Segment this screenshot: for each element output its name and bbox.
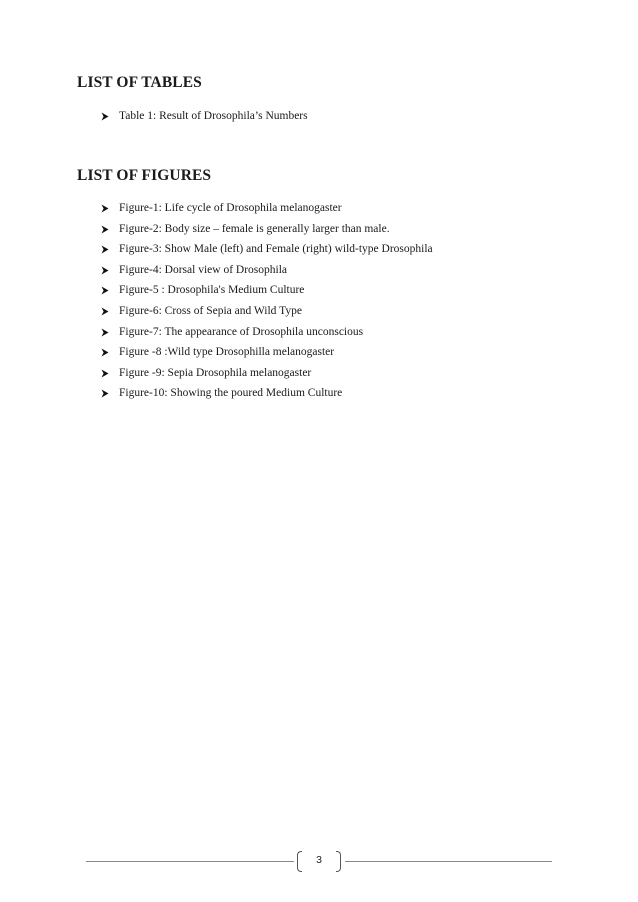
list-item xyxy=(101,385,433,406)
footer-bracket-left xyxy=(297,851,302,872)
figure-entry: Figure-6: Cross of Sepia and Wild Type xyxy=(119,304,302,317)
page-number: 3 xyxy=(316,854,322,866)
list-item xyxy=(101,221,433,242)
list-item xyxy=(101,200,433,221)
figure-entry: Figure-5 : Drosophila's Medium Culture xyxy=(119,284,305,297)
arrowhead-bullet-icon xyxy=(101,365,119,378)
arrowhead-bullet-icon xyxy=(101,303,119,316)
arrowhead-bullet-icon xyxy=(101,262,119,275)
figure-entry: Figure-10: Showing the poured Medium Culture xyxy=(119,387,343,400)
figure-entry: Figure-3: Show Male (left) and Female (right) wild-type Drosophila xyxy=(119,243,433,256)
arrowhead-bullet-icon xyxy=(101,385,119,398)
list-item xyxy=(101,344,433,365)
list-item xyxy=(101,365,433,386)
figures-list xyxy=(101,200,433,406)
list-item xyxy=(101,282,433,303)
figure-entry: Figure-2: Body size – female is generally larger than male. xyxy=(119,222,390,235)
list-item xyxy=(101,108,308,129)
footer-rule-left xyxy=(86,861,294,862)
figure-entry: Figure-7: The appearance of Drosophila unconscious xyxy=(119,325,364,338)
arrowhead-bullet-icon xyxy=(101,221,119,234)
figure-entry: Figure-4: Dorsal view of Drosophila xyxy=(119,263,287,276)
arrowhead-bullet-icon xyxy=(101,282,119,295)
figure-entry: Figure -9: Sepia Drosophila melanogaster xyxy=(119,366,312,379)
figure-entry: Figure -8 :Wild type Drosophilla melanogaster xyxy=(119,346,335,359)
tables-list xyxy=(101,108,308,129)
arrowhead-bullet-icon xyxy=(101,200,119,213)
footer-bracket-right xyxy=(336,851,341,872)
arrowhead-bullet-icon xyxy=(101,108,119,121)
list-item xyxy=(101,241,433,262)
arrowhead-bullet-icon xyxy=(101,241,119,254)
figure-entry: Figure-1: Life cycle of Drosophila melanogaster xyxy=(119,202,342,214)
footer-rule-right xyxy=(345,861,552,862)
arrowhead-bullet-icon xyxy=(101,324,119,337)
list-of-tables-heading: LIST OF TABLES xyxy=(77,74,202,91)
list-of-figures-heading: LIST OF FIGURES xyxy=(77,167,212,184)
list-item xyxy=(101,262,433,283)
table-entry: Table 1: Result of Drosophila’s Numbers xyxy=(119,110,308,122)
arrowhead-bullet-icon xyxy=(101,344,119,357)
list-item xyxy=(101,324,433,345)
list-item xyxy=(101,303,433,324)
